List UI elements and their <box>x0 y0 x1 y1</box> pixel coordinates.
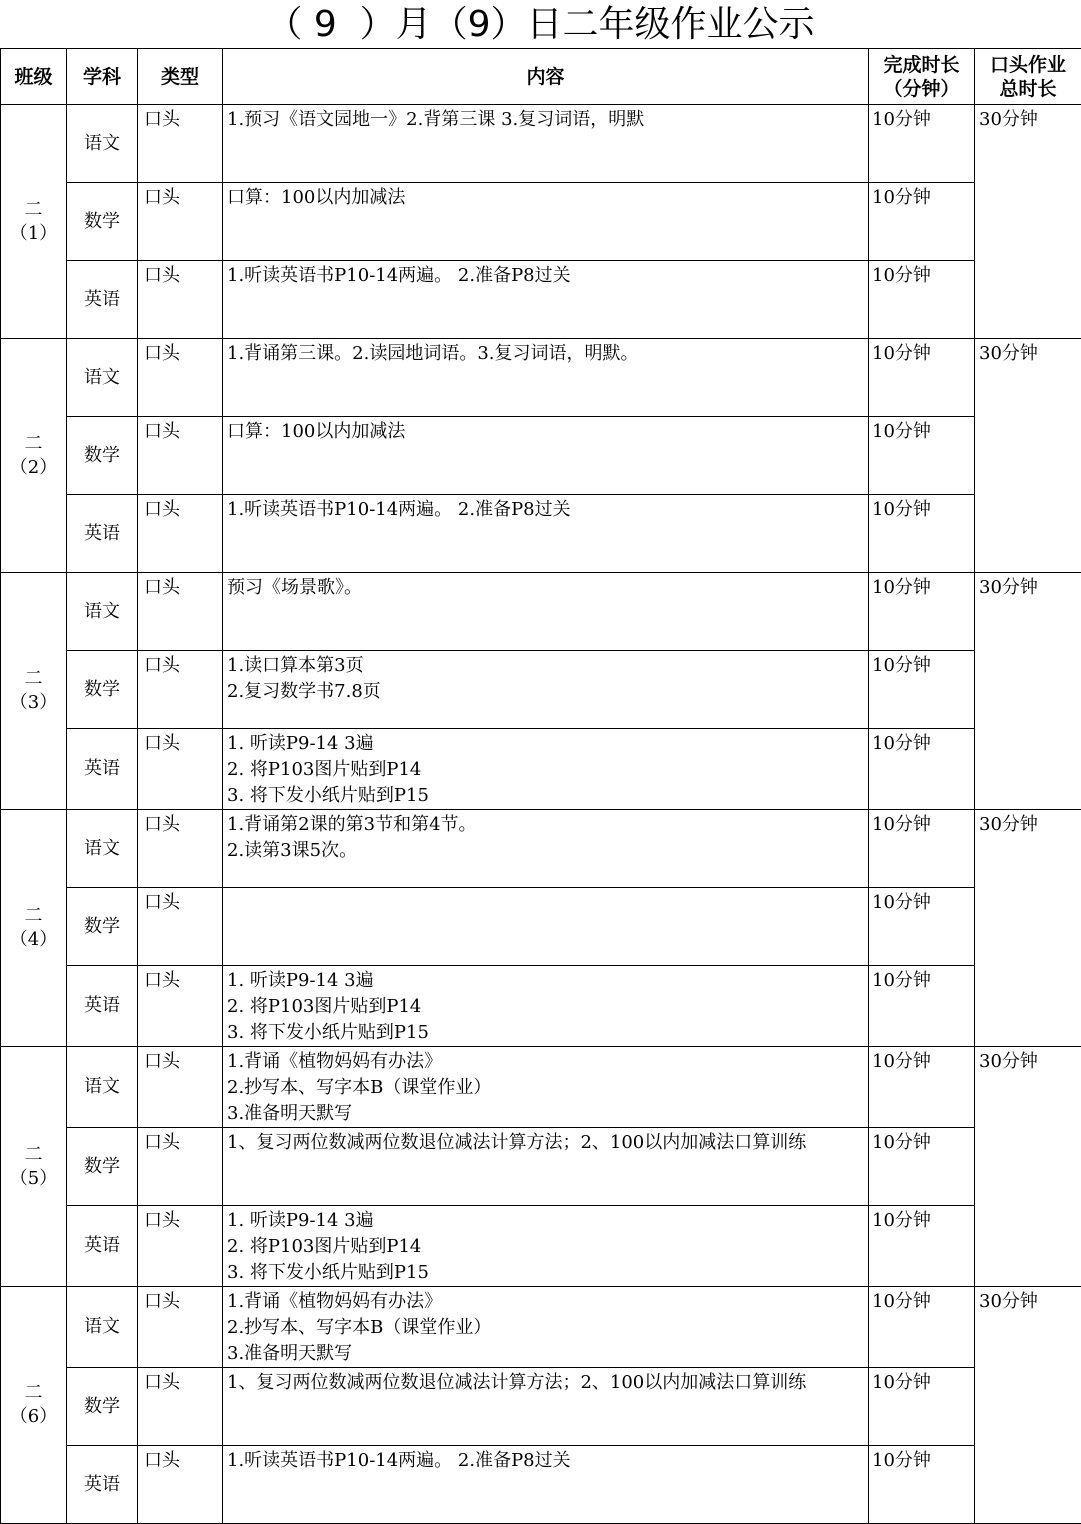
content-cell: 1. 听读P9-14 3遍 2. 将P103图片贴到P14 3. 将下发小纸片贴到P15 <box>223 1206 869 1287</box>
subject-cell: 语文 <box>67 339 138 417</box>
class-number: （1） <box>1 222 66 246</box>
subject-cell: 语文 <box>67 1287 138 1368</box>
subject-cell: 英语 <box>67 966 138 1047</box>
class-number: （3） <box>1 691 66 715</box>
table-row <box>1 261 1081 339</box>
content-cell: 1.听读英语书P10-14两遍。 2.准备P8过关 <box>223 1446 869 1524</box>
table-row <box>1 810 1081 888</box>
type-cell: 口头 <box>138 183 223 261</box>
time-cell: 10分钟 <box>869 1047 975 1128</box>
content-cell: 1.听读英语书P10-14两遍。 2.准备P8过关 <box>223 261 869 339</box>
table-row <box>1 183 1081 261</box>
table-row <box>1 729 1081 810</box>
time-cell: 10分钟 <box>869 573 975 651</box>
type-cell: 口头 <box>138 810 223 888</box>
time-cell: 10分钟 <box>869 1446 975 1524</box>
content-cell <box>223 888 869 966</box>
time-cell: 10分钟 <box>869 339 975 417</box>
content-cell: 1.听读英语书P10-14两遍。 2.准备P8过关 <box>223 495 869 573</box>
class-cell <box>1 105 67 339</box>
type-cell: 口头 <box>138 966 223 1047</box>
table-row <box>1 417 1081 495</box>
subject-cell: 语文 <box>67 1047 138 1128</box>
table-row <box>1 651 1081 729</box>
subject-cell: 英语 <box>67 729 138 810</box>
subject-cell: 数学 <box>67 1128 138 1206</box>
type-cell: 口头 <box>138 729 223 810</box>
time-cell: 10分钟 <box>869 417 975 495</box>
header-class: 班级 <box>1 49 67 105</box>
total-time-cell: 30分钟 <box>975 1047 1081 1287</box>
table-header-row <box>1 49 1081 105</box>
class-grade: 二 <box>1 667 66 691</box>
content-cell: 1.预习《语文园地一》2.背第三课 3.复习词语，明默 <box>223 105 869 183</box>
content-cell: 1、复习两位数减两位数退位减法计算方法；2、100以内加减法口算训练 <box>223 1368 869 1446</box>
content-cell: 口算：100以内加减法 <box>223 183 869 261</box>
table-row <box>1 1287 1081 1368</box>
table-row <box>1 1368 1081 1446</box>
content-cell: 1. 听读P9-14 3遍 2. 将P103图片贴到P14 3. 将下发小纸片贴到P15 <box>223 966 869 1047</box>
class-grade: 二 <box>1 198 66 222</box>
time-cell: 10分钟 <box>869 651 975 729</box>
subject-cell: 语文 <box>67 105 138 183</box>
time-cell: 10分钟 <box>869 183 975 261</box>
type-cell: 口头 <box>138 105 223 183</box>
type-cell: 口头 <box>138 888 223 966</box>
table-row <box>1 573 1081 651</box>
type-cell: 口头 <box>138 651 223 729</box>
subject-cell: 数学 <box>67 651 138 729</box>
subject-cell: 英语 <box>67 261 138 339</box>
type-cell: 口头 <box>138 495 223 573</box>
time-cell: 10分钟 <box>869 966 975 1047</box>
class-grade: 二 <box>1 1381 66 1405</box>
type-cell: 口头 <box>138 1047 223 1128</box>
class-number: （2） <box>1 456 66 480</box>
class-cell <box>1 573 67 810</box>
header-subject: 学科 <box>67 49 138 105</box>
time-cell: 10分钟 <box>869 261 975 339</box>
time-cell: 10分钟 <box>869 1287 975 1368</box>
time-cell: 10分钟 <box>869 1368 975 1446</box>
content-cell: 1.背诵第三课。2.读园地词语。3.复习词语，明默。 <box>223 339 869 417</box>
time-cell: 10分钟 <box>869 495 975 573</box>
homework-table <box>0 48 1081 1524</box>
time-cell: 10分钟 <box>869 729 975 810</box>
class-number: （5） <box>1 1167 66 1191</box>
content-cell: 1.背诵《植物妈妈有办法》 2.抄写本、写字本B（课堂作业） 3.准备明天默写 <box>223 1287 869 1368</box>
page-title: （ 9 ）月（9）日二年级作业公示 <box>0 0 1081 48</box>
header-time-line1: 完成时长 <box>869 53 974 77</box>
header-type: 类型 <box>138 49 223 105</box>
table-row <box>1 1128 1081 1206</box>
header-total <box>975 49 1081 105</box>
content-cell: 1. 听读P9-14 3遍 2. 将P103图片贴到P14 3. 将下发小纸片贴到P15 <box>223 729 869 810</box>
subject-cell: 英语 <box>67 1206 138 1287</box>
header-content: 内容 <box>223 49 869 105</box>
header-total-line2: 总时长 <box>975 77 1081 101</box>
content-cell: 1.背诵《植物妈妈有办法》 2.抄写本、写字本B（课堂作业） 3.准备明天默写 <box>223 1047 869 1128</box>
class-cell <box>1 339 67 573</box>
content-cell: 1、复习两位数减两位数退位减法计算方法；2、100以内加减法口算训练 <box>223 1128 869 1206</box>
subject-cell: 语文 <box>67 810 138 888</box>
type-cell: 口头 <box>138 1206 223 1287</box>
type-cell: 口头 <box>138 339 223 417</box>
subject-cell: 数学 <box>67 1368 138 1446</box>
header-time-line2: （分钟） <box>869 77 974 101</box>
subject-cell: 语文 <box>67 573 138 651</box>
subject-cell: 数学 <box>67 888 138 966</box>
class-cell <box>1 810 67 1047</box>
time-cell: 10分钟 <box>869 888 975 966</box>
content-cell: 口算：100以内加减法 <box>223 417 869 495</box>
content-cell: 1.背诵第2课的第3节和第4节。 2.读第3课5次。 <box>223 810 869 888</box>
type-cell: 口头 <box>138 417 223 495</box>
content-cell: 1.读口算本第3页 2.复习数学书7.8页 <box>223 651 869 729</box>
time-cell: 10分钟 <box>869 1206 975 1287</box>
table-row <box>1 105 1081 183</box>
time-cell: 10分钟 <box>869 1128 975 1206</box>
type-cell: 口头 <box>138 1128 223 1206</box>
content-cell: 预习《场景歌》。 <box>223 573 869 651</box>
class-grade: 二 <box>1 432 66 456</box>
table-row <box>1 339 1081 417</box>
table-row <box>1 888 1081 966</box>
total-time-cell: 30分钟 <box>975 339 1081 573</box>
table-row <box>1 1047 1081 1128</box>
type-cell: 口头 <box>138 1368 223 1446</box>
class-grade: 二 <box>1 1143 66 1167</box>
table-row <box>1 1446 1081 1524</box>
total-time-cell: 30分钟 <box>975 105 1081 339</box>
type-cell: 口头 <box>138 1287 223 1368</box>
type-cell: 口头 <box>138 261 223 339</box>
table-row <box>1 966 1081 1047</box>
class-cell <box>1 1287 67 1524</box>
header-time <box>869 49 975 105</box>
time-cell: 10分钟 <box>869 105 975 183</box>
class-number: （4） <box>1 928 66 952</box>
type-cell: 口头 <box>138 573 223 651</box>
class-cell <box>1 1047 67 1287</box>
total-time-cell: 30分钟 <box>975 573 1081 810</box>
table-body <box>1 105 1081 1524</box>
time-cell: 10分钟 <box>869 810 975 888</box>
total-time-cell: 30分钟 <box>975 1287 1081 1524</box>
type-cell: 口头 <box>138 1446 223 1524</box>
total-time-cell: 30分钟 <box>975 810 1081 1047</box>
subject-cell: 数学 <box>67 183 138 261</box>
class-grade: 二 <box>1 904 66 928</box>
subject-cell: 英语 <box>67 495 138 573</box>
table-row <box>1 495 1081 573</box>
subject-cell: 英语 <box>67 1446 138 1524</box>
class-number: （6） <box>1 1405 66 1429</box>
header-total-line1: 口头作业 <box>975 53 1081 77</box>
subject-cell: 数学 <box>67 417 138 495</box>
table-row <box>1 1206 1081 1287</box>
